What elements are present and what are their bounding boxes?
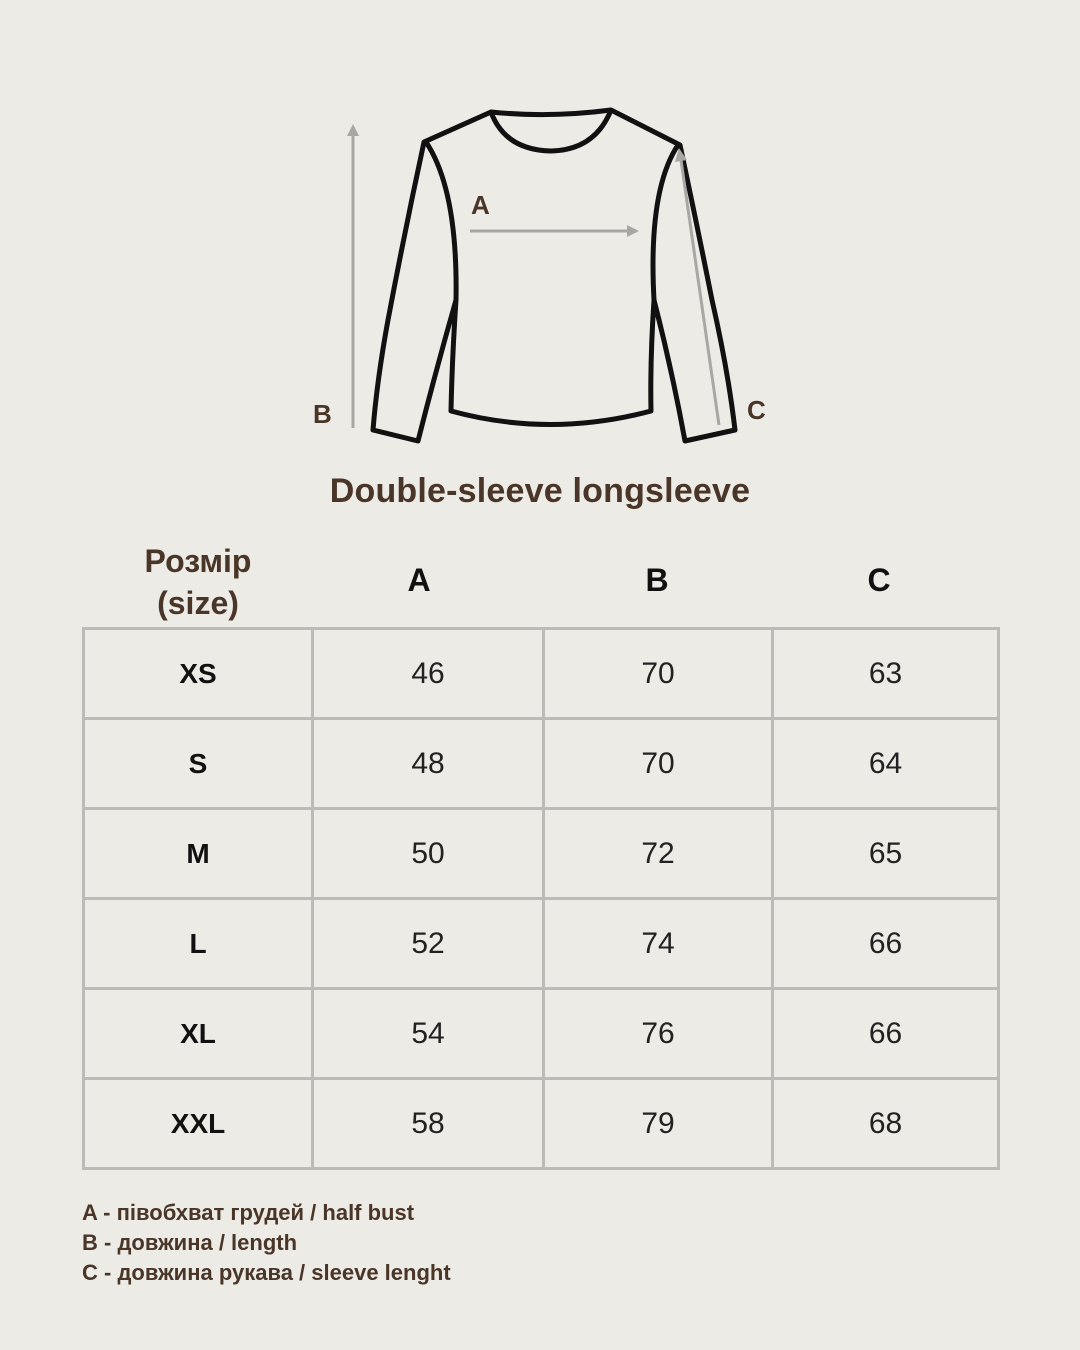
sleeve-length-cell: 68 — [773, 1079, 999, 1169]
length-cell: 76 — [544, 989, 773, 1079]
left-armhole-seam — [426, 142, 456, 300]
half-bust-cell: 50 — [313, 809, 544, 899]
size-header-ua: Розмір — [144, 543, 252, 579]
right-armhole-seam — [653, 145, 678, 300]
table-row — [84, 629, 999, 719]
dimension-label-b: B — [313, 399, 332, 429]
legend-item-b: B - довжина / length — [82, 1230, 298, 1255]
table-row — [84, 989, 999, 1079]
table-row — [84, 719, 999, 809]
sleeve-length-cell: 66 — [773, 989, 999, 1079]
product-title: Double-sleeve longsleeve — [329, 472, 751, 510]
garment-diagram — [0, 0, 1080, 460]
size-chart-table — [82, 627, 1000, 1170]
half-bust-cell: 46 — [313, 629, 544, 719]
column-header-a: A — [407, 562, 431, 598]
half-bust-cell: 54 — [313, 989, 544, 1079]
legend-item-a: A - півобхват грудей / half bust — [82, 1200, 415, 1225]
size-cell: XS — [84, 629, 313, 719]
table-row — [84, 899, 999, 989]
size-cell: M — [84, 809, 313, 899]
dimension-label-a: A — [471, 190, 490, 220]
column-header-c: C — [867, 562, 891, 598]
half-bust-cell: 52 — [313, 899, 544, 989]
size-cell: S — [84, 719, 313, 809]
sleeve-length-cell: 65 — [773, 809, 999, 899]
size-column-header — [84, 540, 312, 624]
sleeve-length-cell: 64 — [773, 719, 999, 809]
longsleeve-illustration — [0, 0, 1080, 460]
sleeve-length-cell: 66 — [773, 899, 999, 989]
sleeve-length-cell: 63 — [773, 629, 999, 719]
arrow-b-head — [347, 124, 359, 136]
size-header-en: (size) — [157, 585, 239, 621]
size-cell: XXL — [84, 1079, 313, 1169]
table-row — [84, 1079, 999, 1169]
length-cell: 70 — [544, 629, 773, 719]
arrow-a-head — [627, 225, 639, 237]
table-row — [84, 809, 999, 899]
half-bust-cell: 58 — [313, 1079, 544, 1169]
column-header-b: B — [645, 562, 669, 598]
dimension-label-c: C — [747, 395, 766, 425]
half-bust-cell: 48 — [313, 719, 544, 809]
length-cell: 74 — [544, 899, 773, 989]
length-cell: 70 — [544, 719, 773, 809]
legend-item-c: C - довжина рукава / sleeve lenght — [82, 1260, 451, 1285]
length-cell: 72 — [544, 809, 773, 899]
neckline — [491, 110, 611, 115]
length-cell: 79 — [544, 1079, 773, 1169]
arrow-c — [681, 160, 719, 425]
size-cell: XL — [84, 989, 313, 1079]
size-cell: L — [84, 899, 313, 989]
measurement-legend — [82, 1198, 451, 1288]
